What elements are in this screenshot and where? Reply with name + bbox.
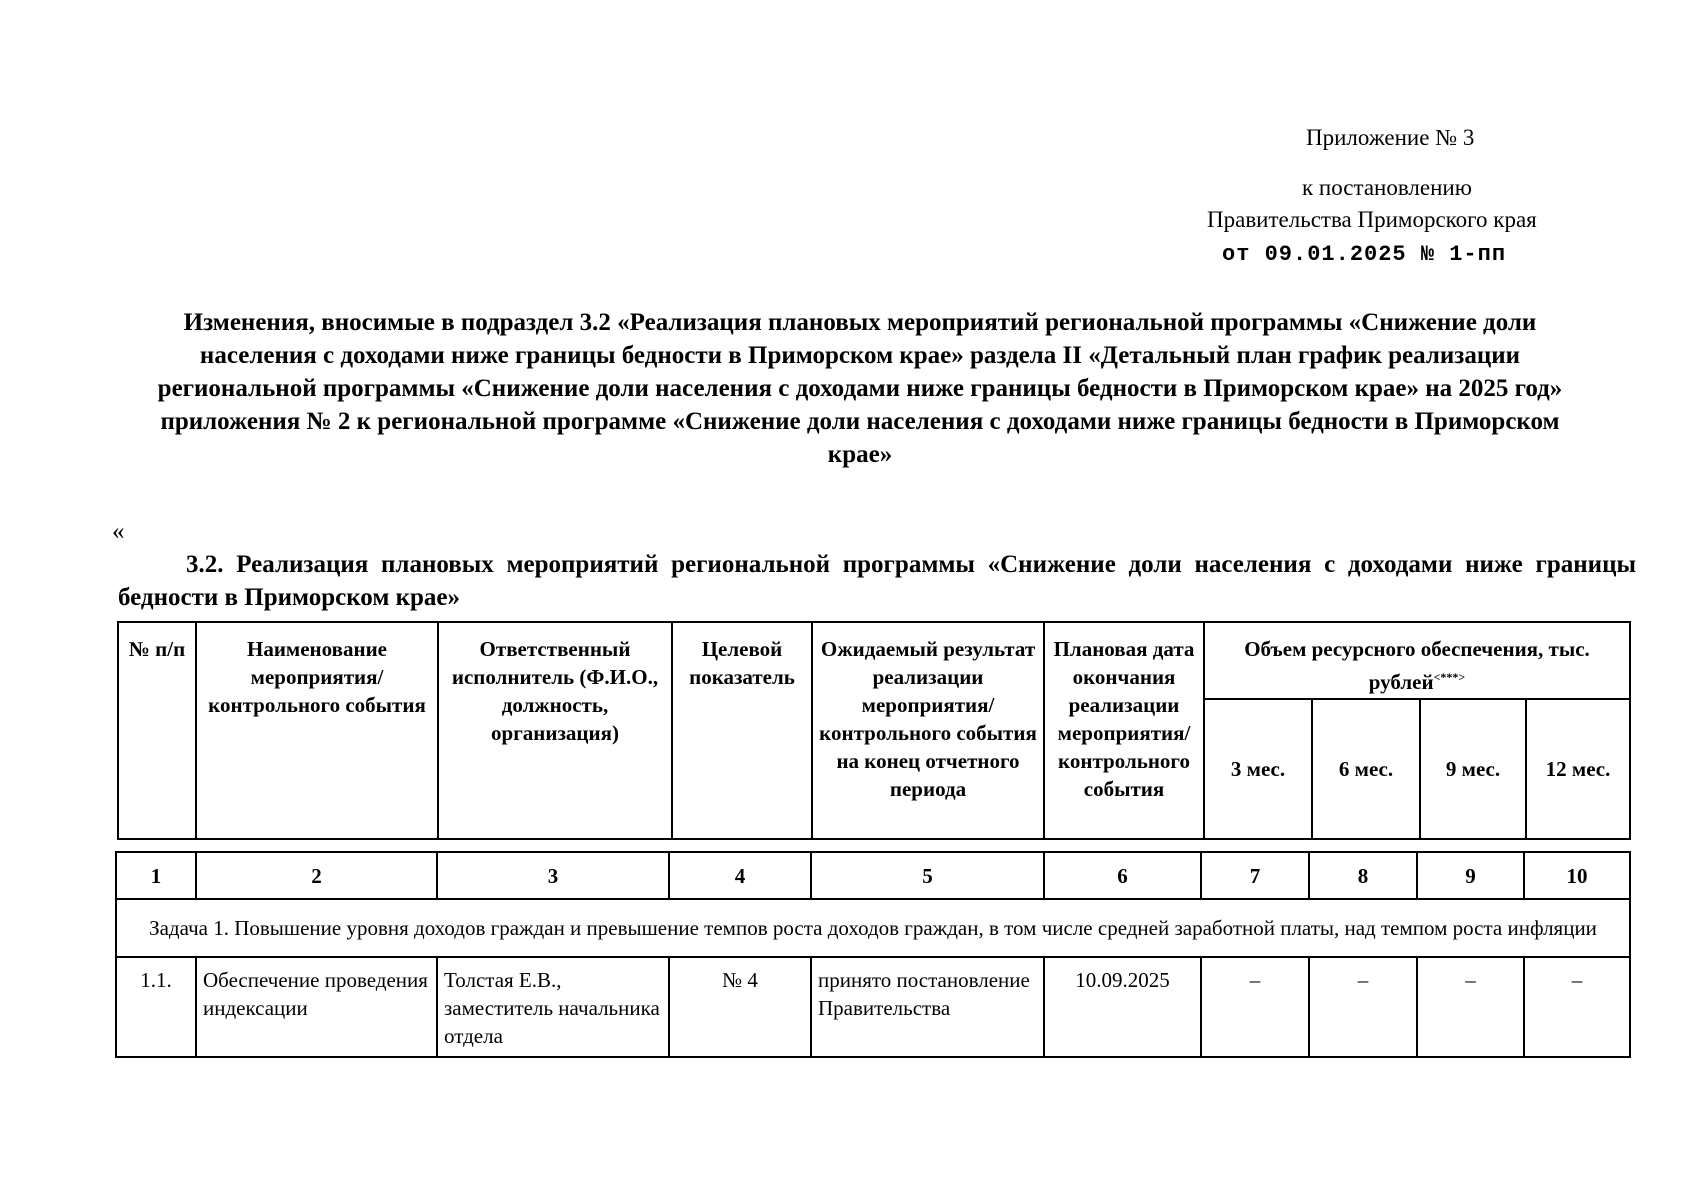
column-number: 4 — [669, 852, 811, 899]
appendix-date-stamp: от 09.01.2025 № 1-пп — [1222, 242, 1507, 267]
appendix-to-line: к постановлению — [1302, 175, 1472, 200]
task-row — [116, 899, 1630, 957]
header-name: Наименование мероприятия/ контрольного события — [196, 622, 438, 839]
column-number: 3 — [437, 852, 669, 899]
row-result: принято постановление Правительства — [811, 957, 1044, 1057]
column-number-row — [116, 852, 1630, 899]
row-month-6: – — [1309, 957, 1417, 1057]
column-number: 10 — [1524, 852, 1630, 899]
row-month-3: – — [1201, 957, 1309, 1057]
header-num: № п/п — [118, 622, 196, 839]
appendix-org-line: Правительства Приморского края — [1207, 207, 1537, 232]
row-target: № 4 — [669, 957, 811, 1057]
header-funding — [1204, 622, 1630, 699]
row-num: 1.1. — [116, 957, 196, 1057]
opening-quote-mark: « — [112, 518, 125, 545]
task-text: Задача 1. Повышение уровня доходов граждан и превышение темпов роста доходов граждан, в том числе средней заработной платы, над темпом роста инфляции — [116, 899, 1630, 957]
column-number: 6 — [1044, 852, 1201, 899]
row-month-12: – — [1524, 957, 1630, 1057]
column-number: 5 — [811, 852, 1044, 899]
column-number: 2 — [196, 852, 437, 899]
header-funding-note: <***> — [1433, 670, 1466, 684]
header-month-3: 3 мес. — [1204, 699, 1312, 839]
header-target: Целевой показатель — [672, 622, 812, 839]
header-result: Ожидаемый результат реализации мероприятия/ контрольного события на конец отчетного периода — [812, 622, 1044, 839]
table-row — [116, 957, 1630, 1057]
column-number: 7 — [1201, 852, 1309, 899]
column-number: 9 — [1417, 852, 1524, 899]
appendix-number: Приложение № 3 — [1306, 125, 1475, 150]
row-date: 10.09.2025 — [1044, 957, 1201, 1057]
row-name: Обеспечение проведения индексации — [196, 957, 437, 1057]
changes-title: Изменения, вносимые в подраздел 3.2 «Реализация плановых мероприятий региональной программы «Снижение доли населения с доходами ниже границы бедности в Приморском крае» раздела II «Детальный план график реализации региональной программы «Снижение доли населения с доходами ниже границы бедности в Приморском крае» на 2025 год» приложения № 2 к региональной программе «Снижение доли населения с доходами ниже границы бедности в Приморском крае» — [157, 309, 1563, 468]
column-number: 1 — [116, 852, 196, 899]
header-funding-label: Объем ресурсного обеспечения, тыс. рублей — [1244, 637, 1590, 694]
header-date: Плановая дата окончания реализации мероприятия/ контрольного события — [1044, 622, 1204, 839]
section-title: 3.2. Реализация плановых мероприятий региональной программы «Снижение доли населения с доходами ниже границы бедности в Приморском крае» — [118, 551, 1636, 611]
header-month-12: 12 мес. — [1526, 699, 1630, 839]
row-responsible: Толстая Е.В., заместитель начальника отдела — [437, 957, 669, 1057]
header-responsible: Ответственный исполнитель (Ф.И.О., должность, организация) — [438, 622, 672, 839]
body-table — [115, 851, 1631, 1058]
header-table — [117, 621, 1631, 840]
header-month-6: 6 мес. — [1312, 699, 1420, 839]
column-number: 8 — [1309, 852, 1417, 899]
header-month-9: 9 мес. — [1420, 699, 1526, 839]
row-month-9: – — [1417, 957, 1524, 1057]
